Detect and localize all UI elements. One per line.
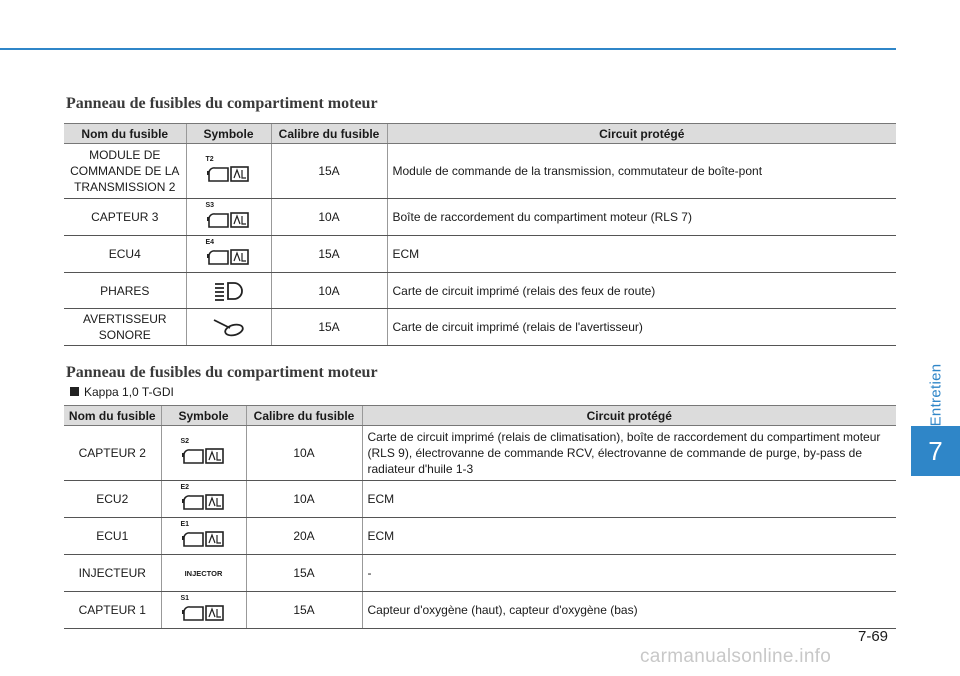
fuse-name: PHARES xyxy=(64,273,186,309)
fuse-table-2 xyxy=(64,405,896,629)
col-header-symbol: Symbole xyxy=(161,406,246,426)
symbol-label: E1 xyxy=(180,521,190,528)
fuse-rating: 10A xyxy=(271,273,387,309)
fuse-circuit: Boîte de raccordement du compartiment moteur (RLS 7) xyxy=(387,199,896,236)
injector-symbol-text: INJECTOR xyxy=(184,569,223,578)
symbol-label: S2 xyxy=(180,438,190,445)
col-header-name: Nom du fusible xyxy=(64,124,186,144)
fuse-symbol xyxy=(161,481,246,518)
table-header-row xyxy=(64,124,896,144)
table-row xyxy=(64,273,896,309)
relay-fuse-icon xyxy=(179,522,229,550)
fuse-symbol xyxy=(161,426,246,481)
fuse-name: INJECTEUR xyxy=(64,555,161,592)
table-header-row xyxy=(64,406,896,426)
col-header-rating: Calibre du fusible xyxy=(246,406,362,426)
fuse-circuit: ECM xyxy=(362,481,896,518)
table-row xyxy=(64,309,896,346)
watermark: carmanualsonline.info xyxy=(640,646,832,667)
table-row xyxy=(64,144,896,199)
table-row xyxy=(64,555,896,592)
fuse-name: CAPTEUR 2 xyxy=(64,426,161,481)
relay-fuse-icon xyxy=(204,157,254,185)
fuse-symbol xyxy=(161,518,246,555)
fuse-rating: 20A xyxy=(246,518,362,555)
table-row xyxy=(64,481,896,518)
engine-variant-note xyxy=(70,385,174,399)
fuse-rating: 10A xyxy=(271,199,387,236)
fuse-rating: 10A xyxy=(246,481,362,518)
fuse-name: AVERTISSEUR SONORE xyxy=(64,309,186,346)
relay-fuse-icon xyxy=(179,485,229,513)
relay-fuse-icon xyxy=(204,240,254,268)
symbol-label: E2 xyxy=(180,484,190,491)
fuse-circuit: Carte de circuit imprimé (relais de climatisation), boîte de raccordement du compartiment moteur (RLS 9), électrovanne de commande RCV, électrovanne de commande de purge, by-pass de radiateur d'huile 1-3 xyxy=(362,426,896,481)
fuse-name: CAPTEUR 1 xyxy=(64,592,161,629)
section2-title: Panneau de fusibles du compartiment moteur xyxy=(66,364,378,381)
fuse-name: CAPTEUR 3 xyxy=(64,199,186,236)
symbol-label: S3 xyxy=(205,202,215,209)
fuse-name: ECU1 xyxy=(64,518,161,555)
fuse-symbol xyxy=(186,144,271,199)
fuse-circuit: Capteur d'oxygène (haut), capteur d'oxygène (bas) xyxy=(362,592,896,629)
col-header-rating: Calibre du fusible xyxy=(271,124,387,144)
fuse-circuit: Carte de circuit imprimé (relais de l'avertisseur) xyxy=(387,309,896,346)
fuse-name: MODULE DE COMMANDE DE LA TRANSMISSION 2 xyxy=(64,144,186,199)
symbol-label: E4 xyxy=(205,239,215,246)
engine-variant-label: Kappa 1,0 T-GDI xyxy=(84,385,174,399)
headlamp-icon xyxy=(213,280,245,302)
fuse-name: ECU4 xyxy=(64,236,186,273)
top-rule xyxy=(0,48,896,50)
fuse-symbol xyxy=(186,199,271,236)
col-header-circuit: Circuit protégé xyxy=(387,124,896,144)
square-bullet-icon xyxy=(70,387,79,396)
fuse-circuit: Module de commande de la transmission, commutateur de boîte-pont xyxy=(387,144,896,199)
fuse-rating: 15A xyxy=(271,309,387,346)
fuse-table-1 xyxy=(64,123,896,346)
relay-fuse-icon xyxy=(204,203,254,231)
fuse-rating: 15A xyxy=(246,592,362,629)
table-row xyxy=(64,518,896,555)
col-header-circuit: Circuit protégé xyxy=(362,406,896,426)
col-header-symbol: Symbole xyxy=(186,124,271,144)
relay-fuse-icon xyxy=(179,596,229,624)
symbol-label: S1 xyxy=(180,595,190,602)
fuse-symbol xyxy=(161,592,246,629)
table-row xyxy=(64,236,896,273)
fuse-circuit: ECM xyxy=(362,518,896,555)
fuse-rating: 15A xyxy=(271,236,387,273)
fuse-name: ECU2 xyxy=(64,481,161,518)
relay-fuse-icon xyxy=(179,439,229,467)
table-row xyxy=(64,199,896,236)
fuse-symbol xyxy=(186,309,271,346)
fuse-symbol xyxy=(186,236,271,273)
col-header-name: Nom du fusible xyxy=(64,406,161,426)
chapter-number-badge: 7 xyxy=(911,426,960,476)
fuse-symbol xyxy=(161,555,246,592)
symbol-label: T2 xyxy=(205,156,214,163)
chapter-title: Entretien xyxy=(927,363,945,427)
table-row xyxy=(64,592,896,629)
fuse-rating: 15A xyxy=(271,144,387,199)
fuse-circuit: ECM xyxy=(387,236,896,273)
fuse-rating: 15A xyxy=(246,555,362,592)
section1-title: Panneau de fusibles du compartiment moteur xyxy=(66,95,378,112)
table-row xyxy=(64,426,896,481)
fuse-circuit: Carte de circuit imprimé (relais des feux de route) xyxy=(387,273,896,309)
horn-icon xyxy=(212,316,246,338)
fuse-rating: 10A xyxy=(246,426,362,481)
page-number: 7-69 xyxy=(858,628,889,645)
fuse-symbol xyxy=(186,273,271,309)
fuse-circuit: - xyxy=(362,555,896,592)
